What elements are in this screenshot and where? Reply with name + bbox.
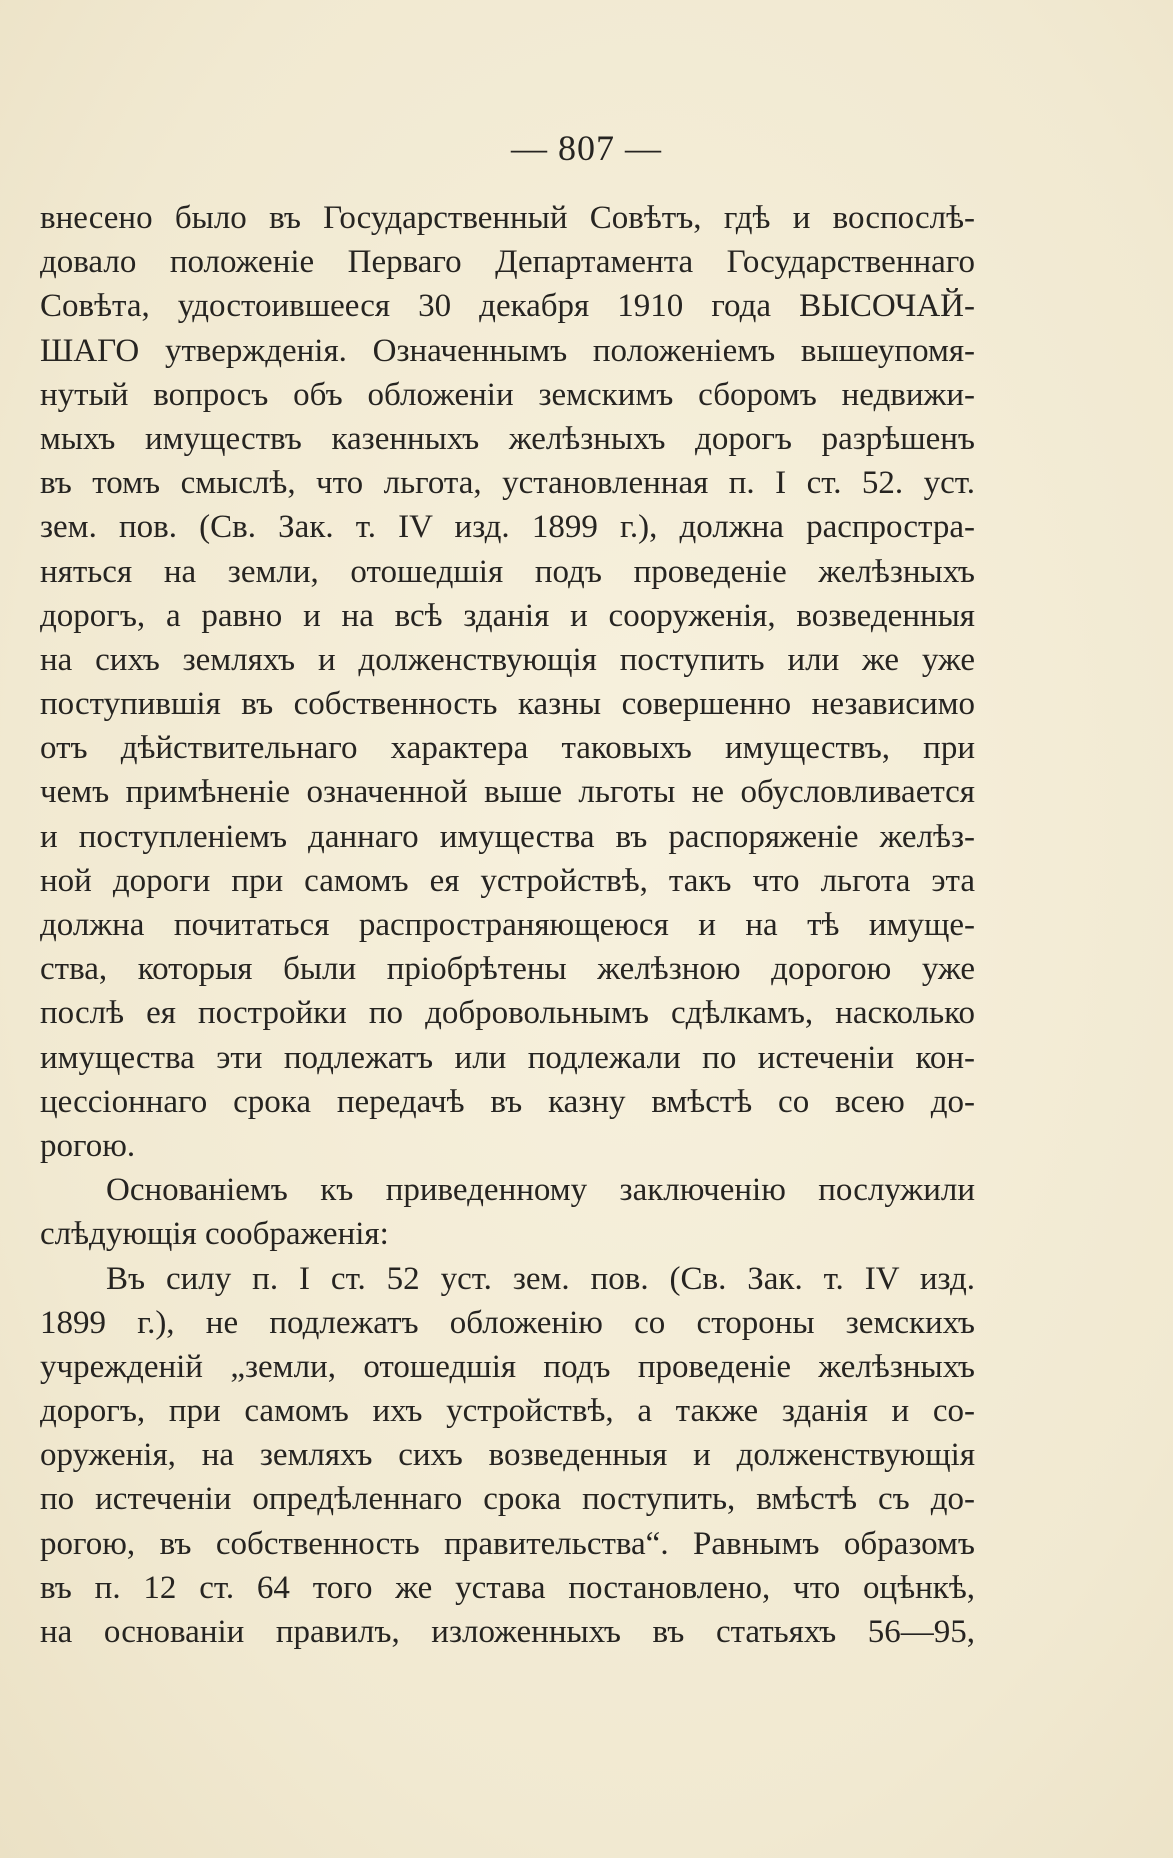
text-line: 1899 г.), не подлежатъ обложенію со стороны земскихъ xyxy=(40,1304,975,1341)
text-line: слѣдующія соображенія: xyxy=(40,1216,389,1253)
text-line: по истеченіи опредѣленнаго срока поступить, вмѣстѣ съ до- xyxy=(40,1481,975,1518)
text-line: внесено было въ Государственный Совѣтъ, гдѣ и воспослѣ- xyxy=(40,200,975,236)
text-line: ства, которыя были пріобрѣтены желѣзною дорогою уже xyxy=(40,951,975,988)
text-line: оруженія, на земляхъ сихъ возведенныя и долженствующія xyxy=(40,1437,975,1474)
text-line: Основаніемъ къ приведенному заключенію послужили xyxy=(106,1172,975,1209)
text-line: довало положеніе Перваго Департамента Государственнаго xyxy=(40,244,975,281)
text-line: Совѣта, удостоившееся 30 декабря 1910 года ВЫСОЧАЙ- xyxy=(40,288,975,325)
text-line: въ п. 12 ст. 64 того же устава постановлено, что оцѣнкѣ, xyxy=(40,1569,975,1606)
text-line: нутый вопросъ объ обложеніи земскимъ сборомъ недвижи- xyxy=(40,376,975,413)
text-line: чемъ примѣненіе означенной выше льготы не обусловливается xyxy=(40,774,975,811)
body-text xyxy=(40,196,975,1654)
text-line: няться на земли, отошедшія подъ проведеніе желѣзныхъ xyxy=(40,553,975,590)
text-line: послѣ ея постройки по добровольнымъ сдѣлкамъ, насколько xyxy=(40,995,975,1032)
text-line: дорогъ, а равно и на всѣ зданія и сооруженія, возведенныя xyxy=(40,597,975,634)
page-number: — 807 — xyxy=(511,128,662,168)
text-line: Въ силу п. I ст. 52 уст. зем. пов. (Св. Зак. т. IV изд. xyxy=(106,1260,975,1297)
paragraph-2 xyxy=(40,1168,975,1256)
text-line: рогою. xyxy=(40,1127,136,1164)
text-line: дорогъ, при самомъ ихъ устройствѣ, а также зданія и со- xyxy=(40,1393,975,1430)
text-line: отъ дѣйствительнаго характера таковыхъ имуществъ, при xyxy=(40,730,975,767)
text-line: и поступленіемъ даннаго имущества въ распоряженіе желѣз- xyxy=(40,818,975,855)
text-line: мыхъ имуществъ казенныхъ желѣзныхъ дорогъ разрѣшенъ xyxy=(40,420,975,457)
paragraph-1 xyxy=(40,196,975,1168)
text-line: должна почитаться распространяющеюся и на тѣ имуще- xyxy=(40,907,975,943)
text-line: въ томъ смыслѣ, что льгота, установленная п. I ст. 52. уст. xyxy=(40,465,975,502)
text-line: цессіоннаго срока передачѣ въ казну вмѣстѣ со всею до- xyxy=(40,1083,975,1120)
text-line: поступившія въ собственность казны совершенно независимо xyxy=(40,686,975,723)
text-line: рогою, въ собственность правительства“. Равнымъ образомъ xyxy=(40,1525,975,1562)
text-line: на основаніи правилъ, изложенныхъ въ статьяхъ 56—95, xyxy=(40,1614,975,1650)
paragraph-3 xyxy=(40,1257,975,1655)
text-line: учрежденій „земли, отошедшія подъ проведеніе желѣзныхъ xyxy=(40,1348,975,1385)
text-line: имущества эти подлежатъ или подлежали по истеченіи кон- xyxy=(40,1039,975,1076)
text-line: ной дороги при самомъ ея устройствѣ, такъ что льгота эта xyxy=(40,862,975,899)
text-line: на сихъ земляхъ и долженствующія поступить или же уже xyxy=(40,641,975,678)
text-line: зем. пов. (Св. Зак. т. IV изд. 1899 г.), должна распростра- xyxy=(40,509,975,546)
text-line: ШАГО утвержденія. Означеннымъ положеніемъ вышеупомя- xyxy=(40,332,975,369)
